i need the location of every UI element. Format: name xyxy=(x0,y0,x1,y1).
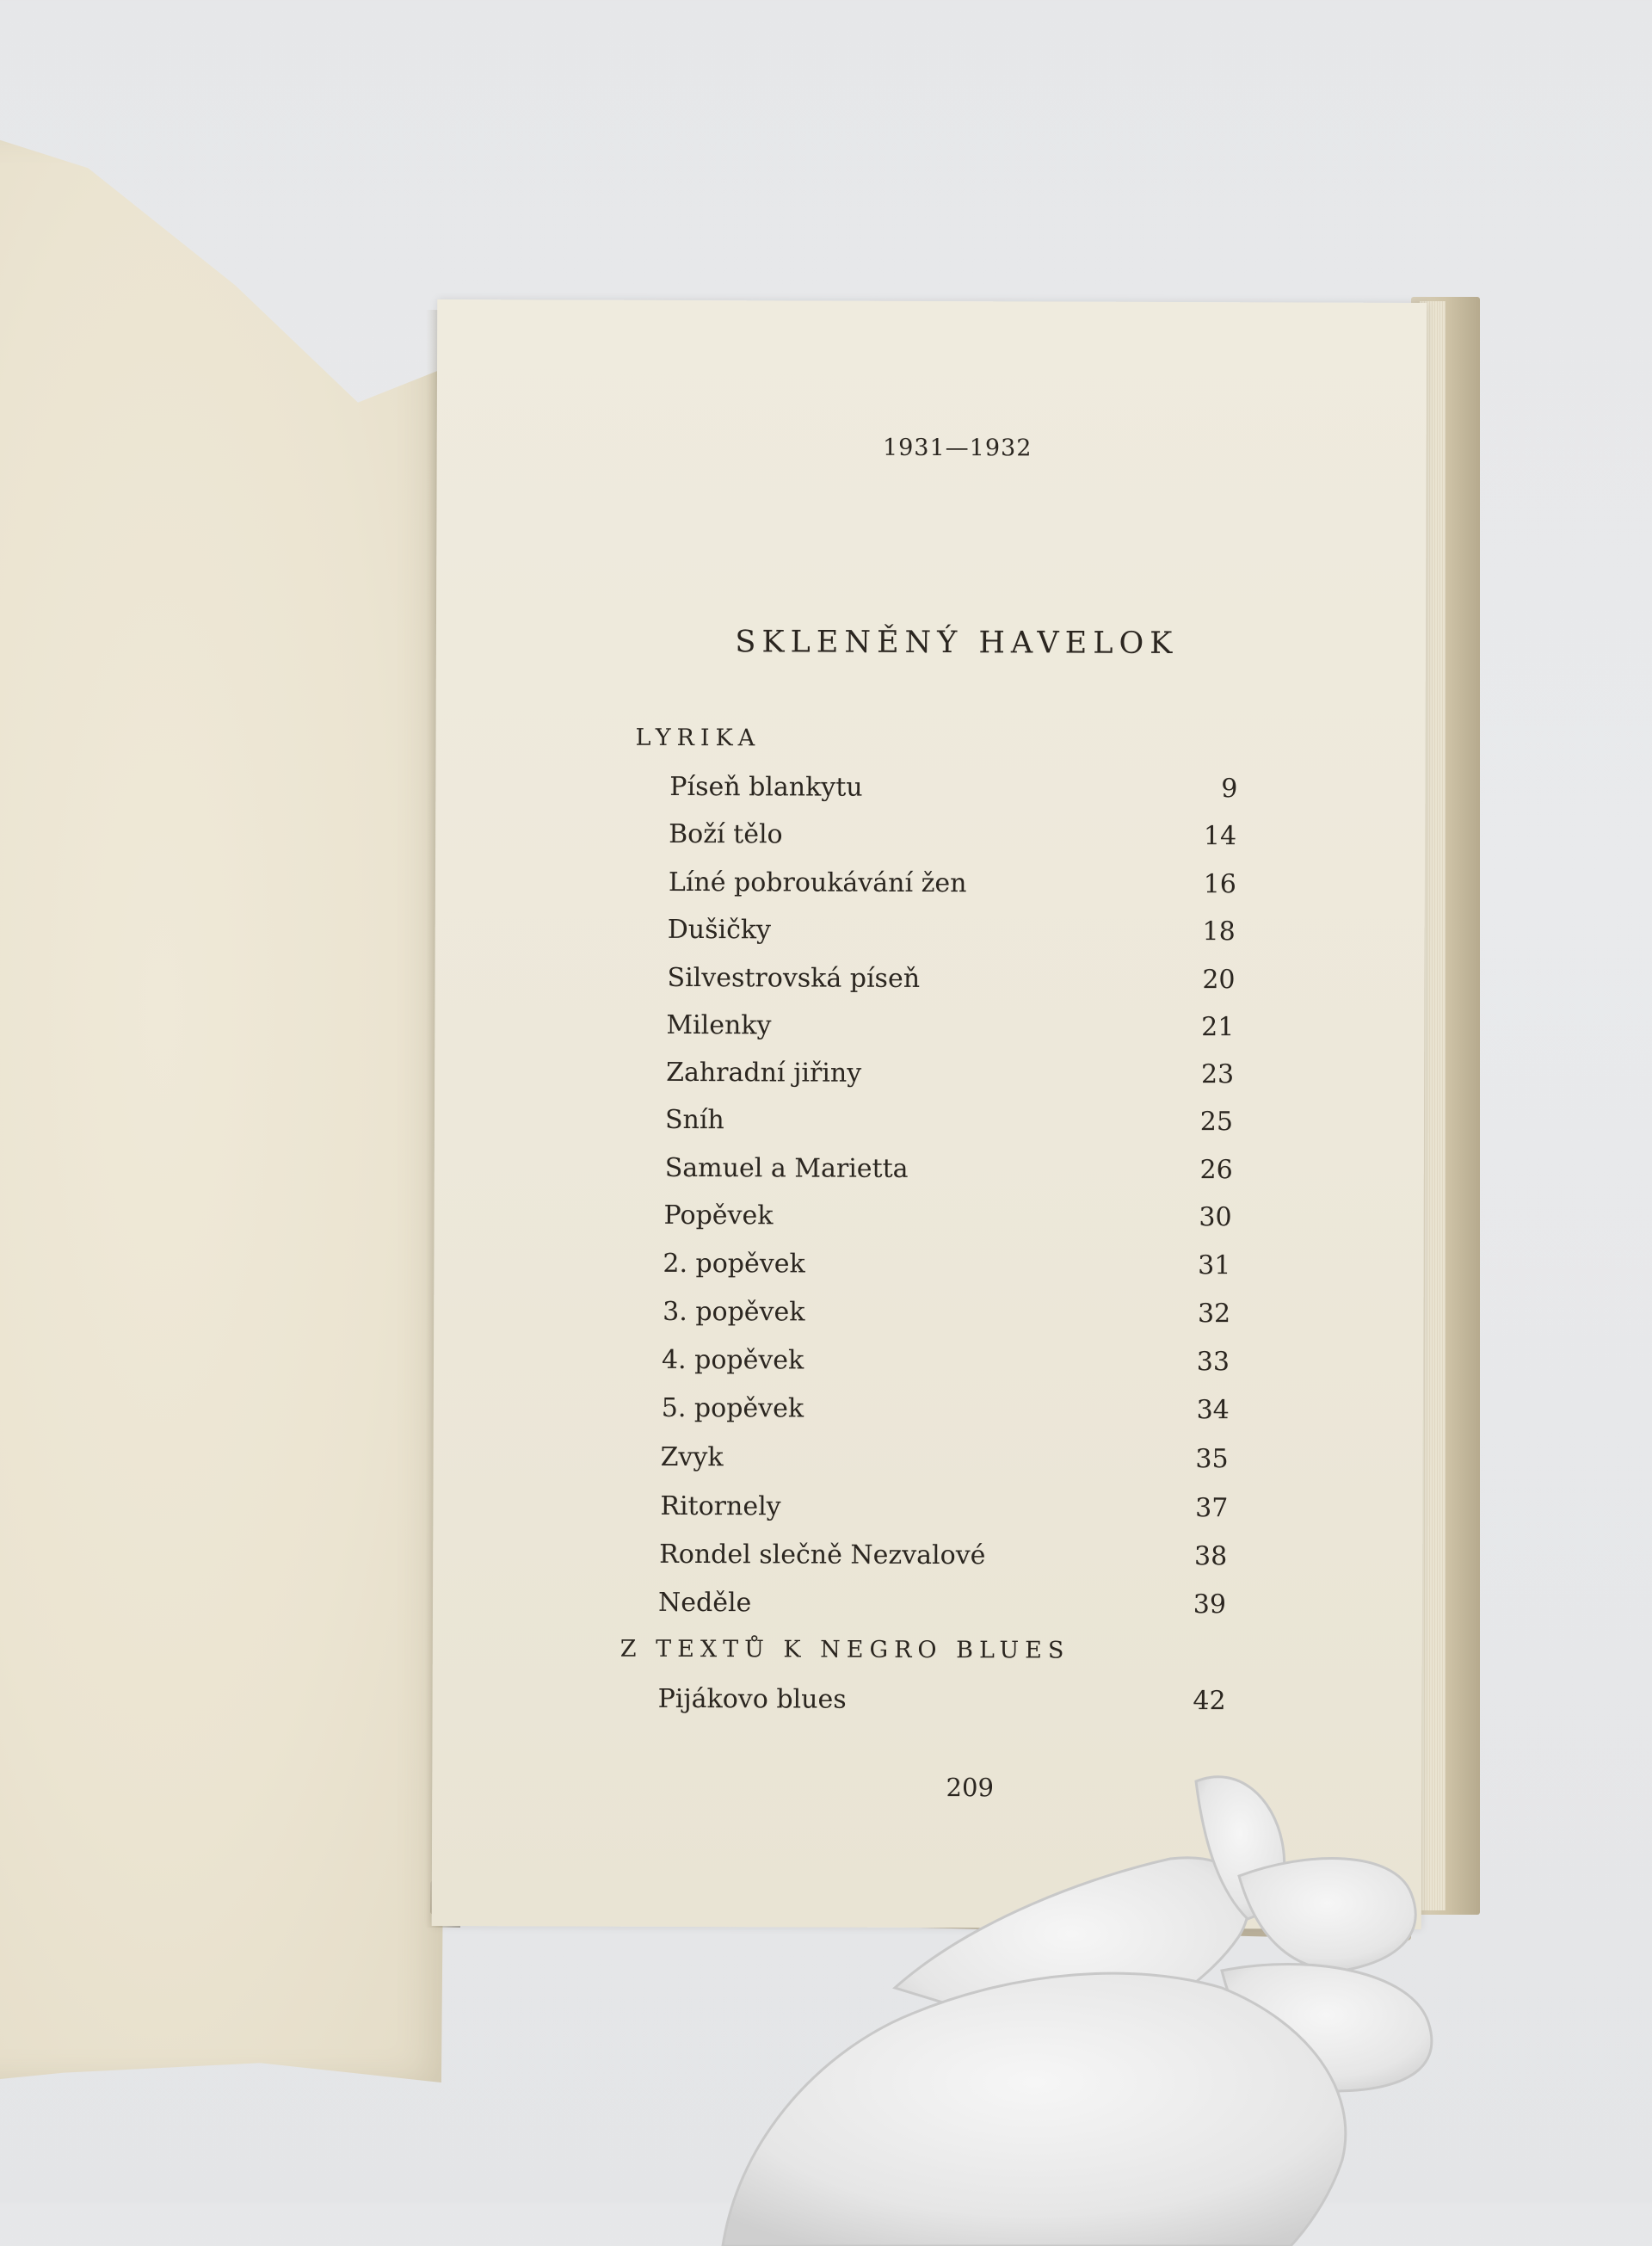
entry-title: Ritornely xyxy=(660,1490,781,1522)
white-glove xyxy=(688,1764,1635,2246)
entry-page: 25 xyxy=(1199,1107,1234,1138)
entry-title: Pijákovo blues xyxy=(657,1683,847,1715)
toc-entry xyxy=(667,963,1235,999)
table-of-contents xyxy=(432,299,1427,1929)
entry-page: 20 xyxy=(1202,965,1236,996)
entry-title: Popěvek xyxy=(663,1200,774,1231)
toc-entry xyxy=(658,1684,1226,1720)
toc-entry xyxy=(660,1491,1228,1527)
entry-title: Dušičky xyxy=(667,914,772,946)
entry-title: Líné pobroukávání žen xyxy=(668,867,967,899)
toc-entry xyxy=(669,867,1236,904)
entry-title: Zahradní jiřiny xyxy=(666,1057,862,1089)
running-head: 1931—1932 xyxy=(882,434,1032,462)
entry-title: 5. popěvek xyxy=(661,1392,804,1424)
entry-page: 42 xyxy=(1193,1686,1226,1717)
entry-page: 23 xyxy=(1200,1059,1235,1090)
toc-entry xyxy=(661,1442,1229,1478)
entry-page: 14 xyxy=(1203,821,1237,852)
section-label-lyrika: LYRIKA xyxy=(635,724,761,752)
entry-page: 31 xyxy=(1198,1250,1231,1281)
page-number: 209 xyxy=(946,1773,995,1803)
toc-entry xyxy=(668,915,1236,951)
left-page xyxy=(0,129,456,2082)
toc-entry xyxy=(663,1297,1230,1333)
entry-title: Zvyk xyxy=(660,1441,724,1473)
section-label-negro-blues: Z TEXTŮ K NEGRO BLUES xyxy=(620,1635,1070,1664)
toc-entry xyxy=(663,1249,1230,1285)
entry-page: 34 xyxy=(1196,1395,1230,1426)
book-title: SKLENĚNÝ HAVELOK xyxy=(735,625,1179,662)
toc-entry xyxy=(666,1058,1234,1094)
toc-entry xyxy=(664,1200,1232,1237)
entry-title: Samuel a Marietta xyxy=(664,1152,909,1184)
entry-page: 18 xyxy=(1202,916,1236,947)
toc-entry xyxy=(662,1393,1230,1429)
entry-page: 30 xyxy=(1199,1202,1232,1233)
toc-entry xyxy=(665,1105,1233,1141)
entry-title: 2. popěvek xyxy=(663,1248,805,1280)
entry-title: Milenky xyxy=(666,1009,772,1041)
entry-page: 33 xyxy=(1196,1347,1230,1378)
entry-page: 26 xyxy=(1199,1155,1233,1186)
toc-entry xyxy=(659,1539,1227,1576)
entry-title: Píseň blankytu xyxy=(669,771,863,803)
entry-title: 4. popěvek xyxy=(661,1344,804,1376)
right-page xyxy=(432,299,1427,1929)
toc-entry xyxy=(669,819,1236,855)
glove-palm xyxy=(723,1973,1346,2246)
entry-title: Sníh xyxy=(664,1104,724,1136)
entry-page: 9 xyxy=(1221,774,1238,805)
toc-entry xyxy=(658,1588,1226,1624)
entry-title: 3. popěvek xyxy=(663,1296,805,1328)
toc-entry xyxy=(662,1345,1230,1381)
entry-page: 21 xyxy=(1201,1012,1235,1043)
entry-title: Silvestrovská píseň xyxy=(667,962,921,994)
entry-title: Neděle xyxy=(657,1587,752,1619)
entry-page: 37 xyxy=(1195,1493,1229,1524)
entry-page: 16 xyxy=(1203,869,1236,900)
entry-page: 35 xyxy=(1195,1444,1229,1475)
entry-title: Boží tělo xyxy=(669,818,783,850)
toc-entry xyxy=(669,772,1237,808)
entry-page: 38 xyxy=(1193,1541,1228,1572)
entry-title: Rondel slečně Nezvalové xyxy=(659,1539,986,1571)
toc-entry xyxy=(665,1153,1233,1189)
glove-finger xyxy=(1239,1859,1415,1971)
entry-page: 39 xyxy=(1193,1589,1227,1620)
entry-page: 32 xyxy=(1197,1299,1231,1330)
toc-entry xyxy=(666,1010,1234,1046)
